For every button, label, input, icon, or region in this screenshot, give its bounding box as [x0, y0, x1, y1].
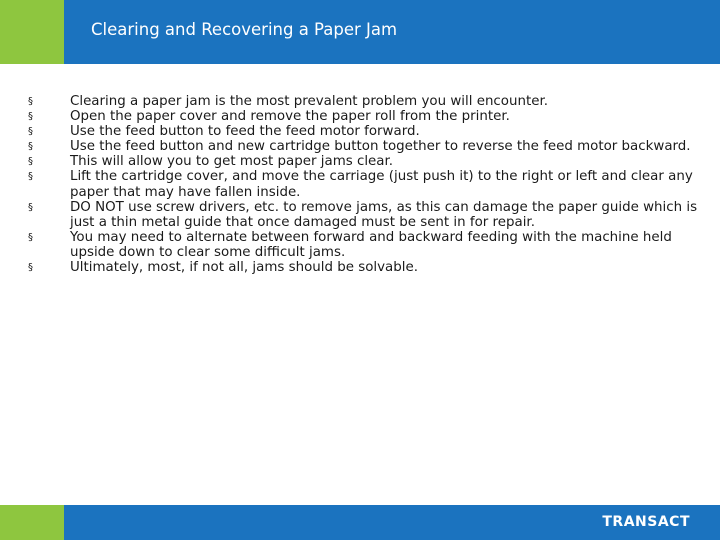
bullet-text: Use the feed button and new cartridge button together to reverse the feed motor backward. [70, 139, 691, 155]
bullet-marker: § [28, 96, 33, 107]
bullet-item [28, 169, 698, 199]
slide-content [28, 94, 698, 275]
transact-logo: TRANSACT [602, 514, 690, 530]
bullet-text: Use the feed button to feed the feed motor forward. [70, 124, 420, 140]
bullet-item [28, 109, 698, 124]
bullet-marker: § [28, 111, 33, 123]
bullet-item [28, 94, 698, 109]
footer-green-accent [0, 505, 64, 540]
bullet-marker: § [28, 231, 33, 243]
slide-footer [0, 505, 720, 540]
bullet-item [28, 124, 698, 139]
bullet-marker: § [28, 171, 33, 183]
bullet-text: This will allow you to get most paper jams clear. [70, 154, 394, 170]
slide-header [0, 0, 720, 64]
bullet-text: You may need to alternate between forward and backward feeding with the machine held upside down to clear some difficult jams. [70, 229, 672, 260]
bullet-item [28, 154, 698, 169]
bullet-text: Ultimately, most, if not all, jams should be solvable. [70, 260, 418, 276]
bullet-text: Open the paper cover and remove the paper roll from the printer. [70, 109, 510, 125]
bullet-list [28, 94, 698, 275]
bullet-marker: § [28, 141, 33, 153]
bullet-marker: § [28, 262, 33, 274]
bullet-marker: § [28, 126, 33, 138]
bullet-item [28, 200, 698, 230]
bullet-marker: § [28, 201, 33, 213]
bullet-item [28, 230, 698, 260]
bullet-text: DO NOT use screw drivers, etc. to remove jams, as this can damage the paper guide which is just a thin metal guide that once damaged must be sent in for repair. [70, 199, 698, 230]
bullet-item [28, 260, 698, 275]
bullet-text: Lift the cartridge cover, and move the carriage (just push it) to the right or left and clear any paper that may have fallen inside. [70, 169, 693, 200]
bullet-item [28, 139, 698, 154]
bullet-marker: § [28, 156, 33, 168]
bullet-text: Clearing a paper jam is the most prevalent problem you will encounter. [70, 94, 548, 109]
header-green-accent [0, 0, 64, 64]
slide-title: Clearing and Recovering a Paper Jam [91, 20, 398, 39]
